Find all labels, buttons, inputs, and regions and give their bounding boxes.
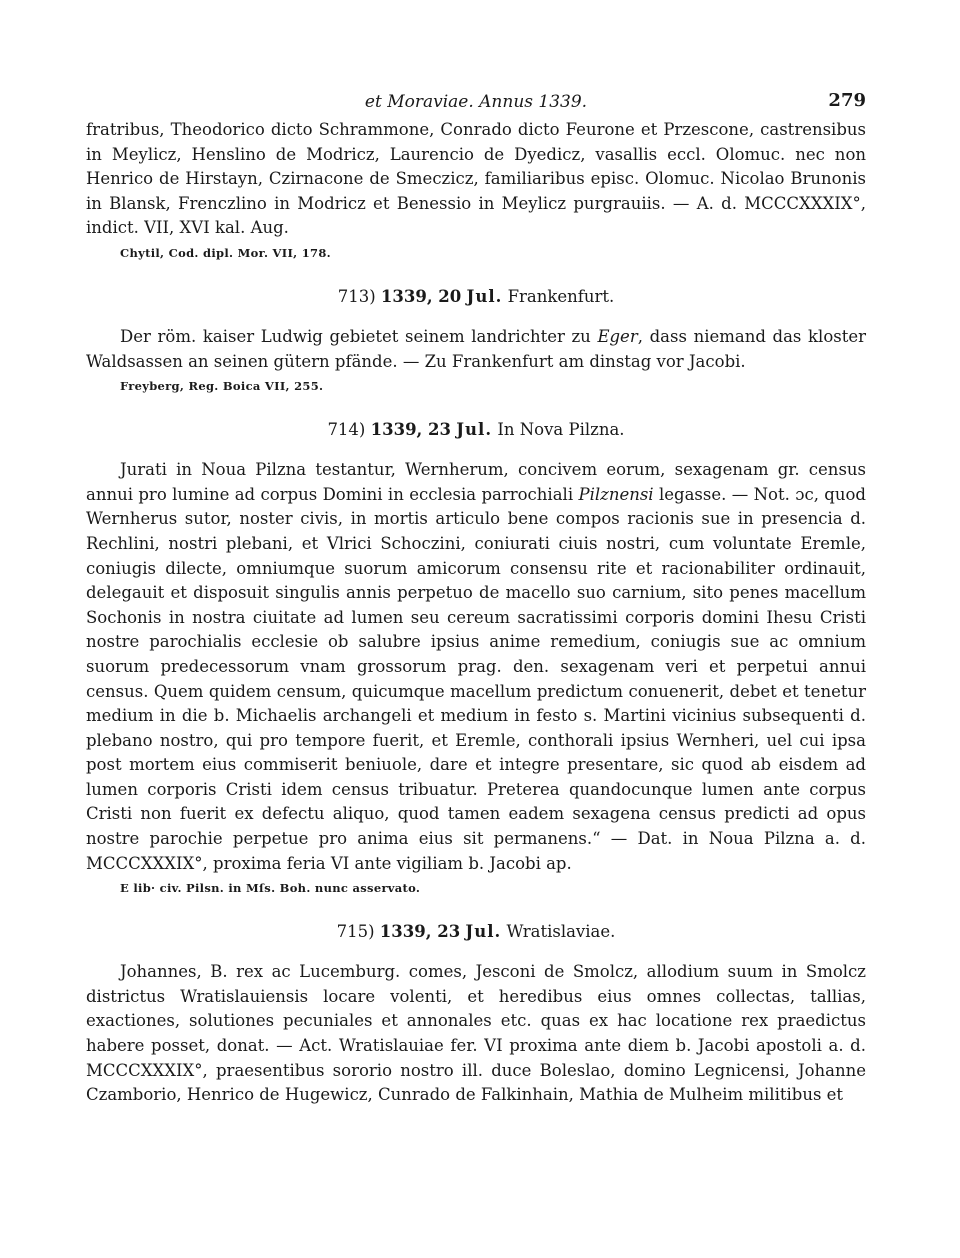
entry-text-part: Der röm. kaiser Ludwig gebietet seinem landrichter zu: [120, 326, 598, 346]
intro-paragraph: fratribus, Theodorico dicto Schrammone, Conrado dicto Feurone et Przescone, castrensibus in Meylicz, Henslino de Modricz, Laurencio de Dyedicz, vasallis eccl. Olomuc. nec non Henrico de Hirstayn, Czirnacone de Smeczicz, familiaribus episc. Olomuc. Nicolao Brunonis in Blansk, Frenczlino in Modricz et Benessio in Meylicz purgrauiis. — A. d. MCCCXXXIX°, indict. VII, XVI kal. Aug.: [86, 120, 866, 238]
entry-place: In Nova Pilzna.: [497, 420, 625, 440]
entry-text-715: [86, 960, 866, 1108]
entry-source-713: Freyberg, Reg. Boica VII, 255.: [120, 379, 324, 394]
entry-heading-714: [86, 418, 866, 442]
intro-source-citation: Chytil, Cod. dipl. Mor. VII, 178.: [120, 245, 331, 260]
entry-place: Frankenfurt.: [507, 286, 615, 306]
entry-text-italic: Eger: [597, 326, 638, 346]
entry-text-714: [86, 458, 866, 876]
entry-heading-713: [86, 285, 866, 309]
entry-number: 714): [327, 420, 366, 440]
page-header: [86, 88, 866, 118]
entry-source-714: E lib· civ. Pilsn. in Mſs. Boh. nunc asservato.: [120, 881, 421, 896]
entry-text-part: , dass niemand das kloster Waldsassen an seinen gütern pfände. — Zu Frankenfurt am dinstag vor Jacobi.: [86, 326, 866, 371]
entry-month: Jul.: [466, 286, 503, 306]
entry-date: 1339, 20: [380, 286, 462, 306]
document-page: [86, 88, 866, 1108]
entry-text-713: [86, 325, 866, 374]
entry-text-part: Johannes, B. rex ac Lucemburg. comes, Jesconi de Smolcz, allodium suum in Smolcz districtus Wratislauiensis locare volenti, et heredibus eius omnes collectas, tallias, exactiones, solutiones pecuniales et annonales etc. quas ex hac locatione rex praedictus habere posset, donat. — Act. Wratislauiae fer. VI proxima ante diem b. Jacobi apostoli a. d. MCCCXXXIX°, praesentibus sororio nostro ill. duce Boleslao, domino Legnicensi, Johanne Czamborio, Henrico de Hugewicz, Cunrado de Falkinhain, Mathia de Mulheim militibus et: [86, 962, 866, 1105]
entry-month: Jul.: [465, 922, 502, 942]
entry-date: 1339, 23: [370, 420, 451, 440]
entry-date: 1339, 23: [379, 922, 461, 942]
entry-number: 713): [337, 286, 376, 306]
entry-heading-715: [86, 920, 866, 944]
entry-month: Jul.: [456, 420, 493, 440]
entry-text-part: legasse. — Not. ɔc, quod Wernherus sutor, noster civis, in mortis articulo bene compos racionis sue in presencia d. Rechlini, nostri plebani, et Vlrici Schoczini, coniurati ciuis nostri, cum voluntate Eremle, coniugis dilecte, omniumque suorum amicorum consensu rite et racionabiliter ordinauit, delegauit et disposuit singulis annis perpetuo de macello suo carnium, sito penes macellum Sochonis in nostra ciuitate ad lumen seu cereum sacratissimi corporis domini Ihesu Cristi nostre parochialis ecclesie ob salubre ipsius anime remedium, coniugis sue ac omnium suorum predecessorum vnam grossorum prag. den. sexagenam veri et perpetui annui census. Quem quidem censum, quicumque macellum predictum conuenerit, debet et tenetur medium in die b. Michaelis archangeli et medium in festo s. Martini vicinius subsequenti d. plebano nostro, qui pro tempore fuerit, et Eremle, conthorali ipsius Wernheri, uel cui ipsa post mortem eius commiserit beniuole, dare et integre presentare, sic quod ab eisdem ad lumen corporis Cristi idem census tribuatur. Preterea quandocunque lumen ante corpus Cristi non fuerit ex defectu aliquo, quod tamen eadem sexagena census predicti ad opus nostre parochie perpetue pro anima eius sit permanens.“ — Dat. in Noua Pilzna a. d. MCCCXXXIX°, proxima feria VI ante vigiliam b. Jacobi ap.: [86, 484, 866, 873]
page-number: 279: [828, 90, 866, 111]
running-head: et Moraviae. Annus 1339.: [364, 92, 588, 112]
entry-text-italic: Pilznensi: [578, 484, 654, 504]
entry-place: Wratislaviae.: [506, 922, 616, 942]
entry-number: 715): [336, 922, 375, 942]
entry-text-part: Jurati in Noua Pilzna testantur, Wernherum, concivem eorum, sexagenam gr. census annui pro lumine ad corpus Domini in ecclesia parrochiali: [86, 460, 866, 504]
